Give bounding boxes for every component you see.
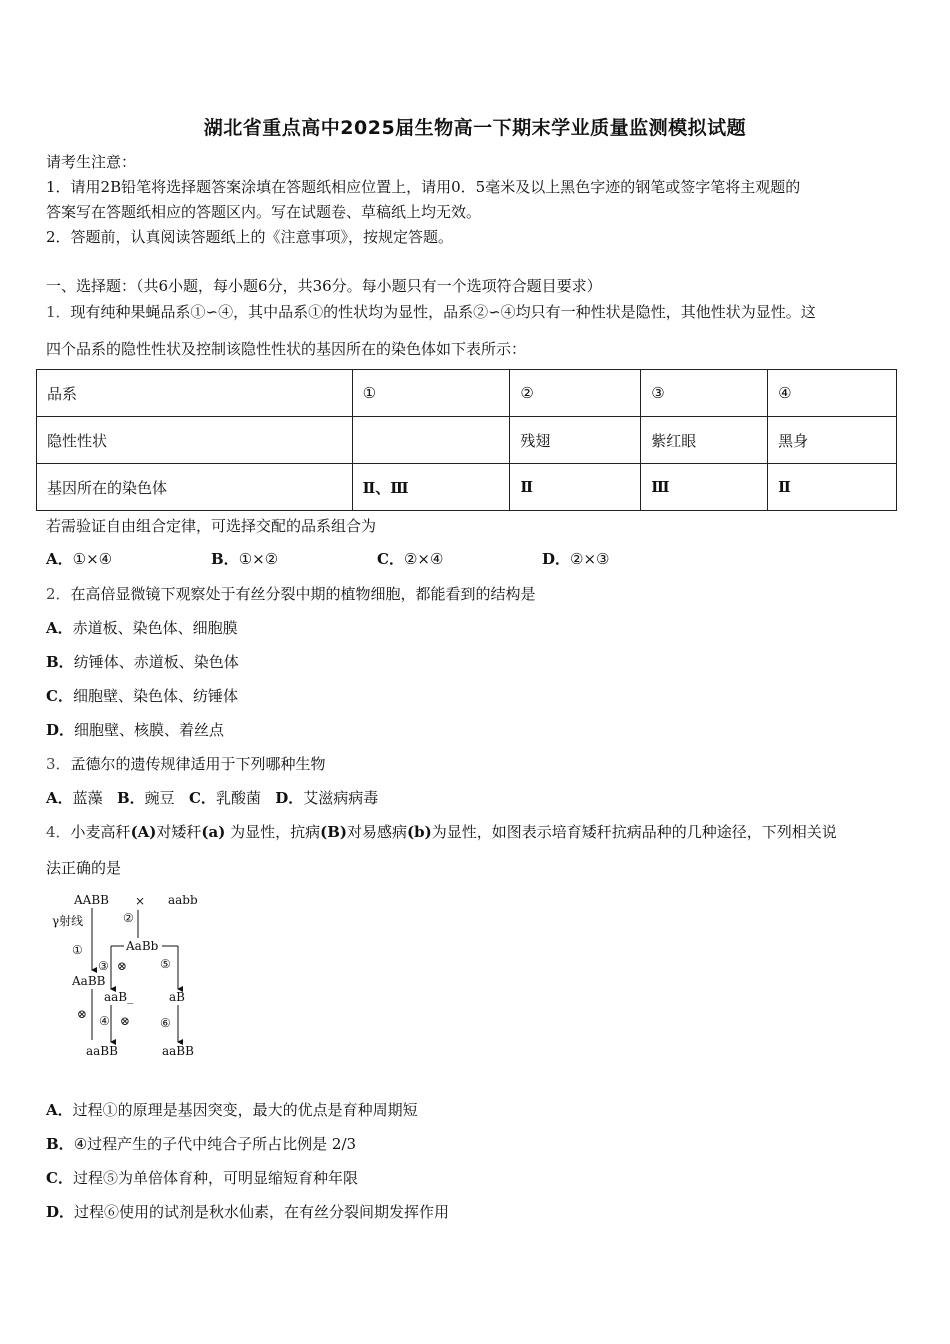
table-cell: 黑身: [768, 417, 897, 464]
q1-question: 若需验证自由组合定律，可选择交配的品系组合为: [46, 517, 377, 535]
table-cell: Ⅱ: [510, 464, 641, 511]
option-letter: B．: [46, 653, 74, 671]
diagram-label: ⑥: [160, 1016, 171, 1030]
option-text: 乳酸菌: [215, 789, 261, 807]
diagram-label: ⊗: [117, 959, 128, 973]
q4-option-a[interactable]: [46, 1100, 418, 1120]
diagram-label: aabb: [168, 893, 198, 907]
diagram-label: ④: [99, 1014, 110, 1028]
diagram-label: ②: [123, 911, 134, 925]
option-text: 细胞壁、染色体、纺锤体: [72, 687, 238, 705]
q3-stem-text: 孟德尔的遗传规律适用于下列哪种生物: [70, 755, 326, 773]
table-row: [37, 464, 897, 511]
q3-option-d[interactable]: [275, 789, 378, 807]
section-heading: 一、选择题：（共6小题，每小题6分，共36分。每小题只有一个选项符合题目要求）: [46, 277, 602, 295]
q4-option-b[interactable]: [46, 1134, 356, 1154]
option-letter: B．: [46, 1135, 74, 1153]
q4-option-d[interactable]: [46, 1202, 449, 1222]
q3-number: 3．: [46, 755, 71, 773]
diagram-label: γ射线: [52, 914, 84, 928]
option-letter: D．: [46, 721, 75, 739]
diagram-label: aaBB: [86, 1044, 118, 1058]
table-cell: Ⅱ: [768, 464, 897, 511]
q3-option-a[interactable]: [46, 789, 103, 807]
option-letter: A．: [46, 1101, 73, 1119]
q4-stem-part: 对易感病: [347, 823, 408, 841]
option-text: 过程⑥使用的试剂是秋水仙素，在有丝分裂间期发挥作用: [74, 1203, 450, 1221]
q1-option-d[interactable]: [542, 549, 609, 569]
breeding-diagram: [40, 888, 220, 1068]
table-cell: [352, 417, 510, 464]
notice-item-2: 2．答题前，认真阅读答题纸上的《注意事项》，按规定答题。: [46, 228, 454, 246]
table-row: [37, 417, 897, 464]
q2-option-b[interactable]: [46, 652, 239, 672]
q1-option-b[interactable]: [211, 549, 278, 569]
diagram-label: AABB: [74, 893, 109, 907]
q1-stem-text: 现有纯种果蝇品系①∽④，其中品系①的性状均为显性，品系②∽④均只有一种性状是隐性，其他性状为显性。这: [70, 303, 816, 321]
q1-option-c[interactable]: [377, 549, 443, 569]
notice-heading: 请考生注意：: [46, 153, 137, 171]
option-letter: D．: [542, 550, 571, 568]
diagram-label: aB: [169, 990, 185, 1004]
option-letter: C．: [46, 687, 73, 705]
q4-stem-part: 对矮秆: [156, 823, 202, 841]
q2-stem: [46, 584, 536, 604]
q2-stem-text: 在高倍显微镜下观察处于有丝分裂中期的植物细胞，都能看到的结构是: [70, 585, 536, 603]
diagram-label: ⊗: [77, 1007, 88, 1021]
q4-option-c[interactable]: [46, 1168, 358, 1188]
table-cell: 残翅: [510, 417, 641, 464]
option-letter: C．: [377, 550, 404, 568]
q3-options: [46, 788, 378, 808]
notice-item-1-line-1: 1．请用2B铅笔将选择题答案涂填在答题纸相应位置上，请用0．5毫米及以上黑色字迹的钢笔或签字笔将主观题的: [46, 178, 801, 196]
diagram-label: ⑤: [160, 957, 171, 971]
option-text: ②×④: [403, 550, 444, 568]
table-cell: ④: [768, 370, 897, 417]
table-cell: 隐性性状: [37, 417, 353, 464]
table-row: [37, 370, 897, 417]
option-letter: B．: [116, 789, 145, 807]
q3-stem: [46, 754, 326, 774]
q2-option-c[interactable]: [46, 686, 238, 706]
diagram-label: ③: [98, 959, 109, 973]
q1-options: [46, 549, 906, 569]
q1-option-a[interactable]: [46, 549, 112, 569]
q4-stem-part: 为显性，抗病: [225, 823, 321, 841]
q3-option-b[interactable]: [117, 789, 175, 807]
option-letter: A．: [46, 550, 73, 568]
q4-stem-part: (B): [320, 823, 347, 841]
diagram-label: AaBB: [72, 974, 106, 988]
q4-number: 4．: [46, 823, 71, 841]
table-cell: ①: [352, 370, 510, 417]
option-text: 过程⑤为单倍体育种，可明显缩短育种年限: [72, 1169, 358, 1187]
q2-number: 2．: [46, 585, 71, 603]
option-text: 豌豆: [144, 789, 175, 807]
q4-stem-part: (A): [130, 823, 157, 841]
option-letter: D．: [275, 789, 304, 807]
page-title: 湖北省重点高中2025届生物高一下期末学业质量监测模拟试题: [203, 117, 747, 139]
diagram-label: ⊗: [120, 1014, 131, 1028]
q4-stem-part: (a): [201, 823, 226, 841]
option-letter: A．: [46, 789, 73, 807]
option-text: 艾滋病病毒: [303, 789, 379, 807]
notice-item-1-line-2: 答案写在答题纸相应的答题区内。写在试题卷、草稿纸上均无效。: [46, 203, 482, 221]
q4-stem-line-2: 法正确的是: [46, 859, 122, 877]
option-text: ①×②: [238, 550, 279, 568]
option-letter: A．: [46, 619, 73, 637]
q4-stem-line-1: [46, 822, 837, 842]
q4-stem-part: 为显性，如图表示培育矮秆抗病品种的几种途径，下列相关说: [431, 823, 837, 841]
q2-option-a[interactable]: [46, 618, 238, 638]
option-text: 纺锤体、赤道板、染色体: [73, 653, 239, 671]
table-cell: 品系: [37, 370, 353, 417]
option-text: ②×③: [570, 550, 610, 568]
q4-stem-part: 小麦高秆: [70, 823, 131, 841]
option-text: ④过程产生的子代中纯合子所占比例是 2/3: [73, 1135, 357, 1153]
option-text: 赤道板、染色体、细胞膜: [72, 619, 238, 637]
q3-option-c[interactable]: [189, 789, 261, 807]
q2-option-d[interactable]: [46, 720, 224, 740]
option-text: 细胞壁、核膜、着丝点: [74, 721, 225, 739]
q1-stem-line-1: [46, 302, 816, 322]
table-cell: Ⅲ: [641, 464, 768, 511]
diagram-label: ×: [135, 894, 146, 908]
diagram-label: aaB_: [104, 990, 134, 1004]
q4-stem-part: (b): [407, 823, 432, 841]
q1-number: 1．: [46, 303, 71, 321]
q1-table: [36, 369, 897, 511]
option-text: 蓝藻: [72, 789, 103, 807]
table-cell: ②: [510, 370, 641, 417]
option-letter: C．: [188, 789, 216, 807]
table-cell: ③: [641, 370, 768, 417]
option-letter: B．: [211, 550, 239, 568]
option-text: 过程①的原理是基因突变，最大的优点是育种周期短: [72, 1101, 418, 1119]
diagram-label: ①: [72, 943, 83, 957]
table-cell: 紫红眼: [641, 417, 768, 464]
option-text: ①×④: [72, 550, 113, 568]
option-letter: C．: [46, 1169, 73, 1187]
diagram-label: aaBB: [162, 1044, 194, 1058]
q1-stem-line-2: 四个品系的隐性性状及控制该隐性性状的基因所在的染色体如下表所示：: [46, 340, 527, 358]
option-letter: D．: [46, 1203, 75, 1221]
table-cell: Ⅱ、Ⅲ: [352, 464, 510, 511]
diagram-label: AaBb: [126, 939, 159, 953]
table-cell: 基因所在的染色体: [37, 464, 353, 511]
